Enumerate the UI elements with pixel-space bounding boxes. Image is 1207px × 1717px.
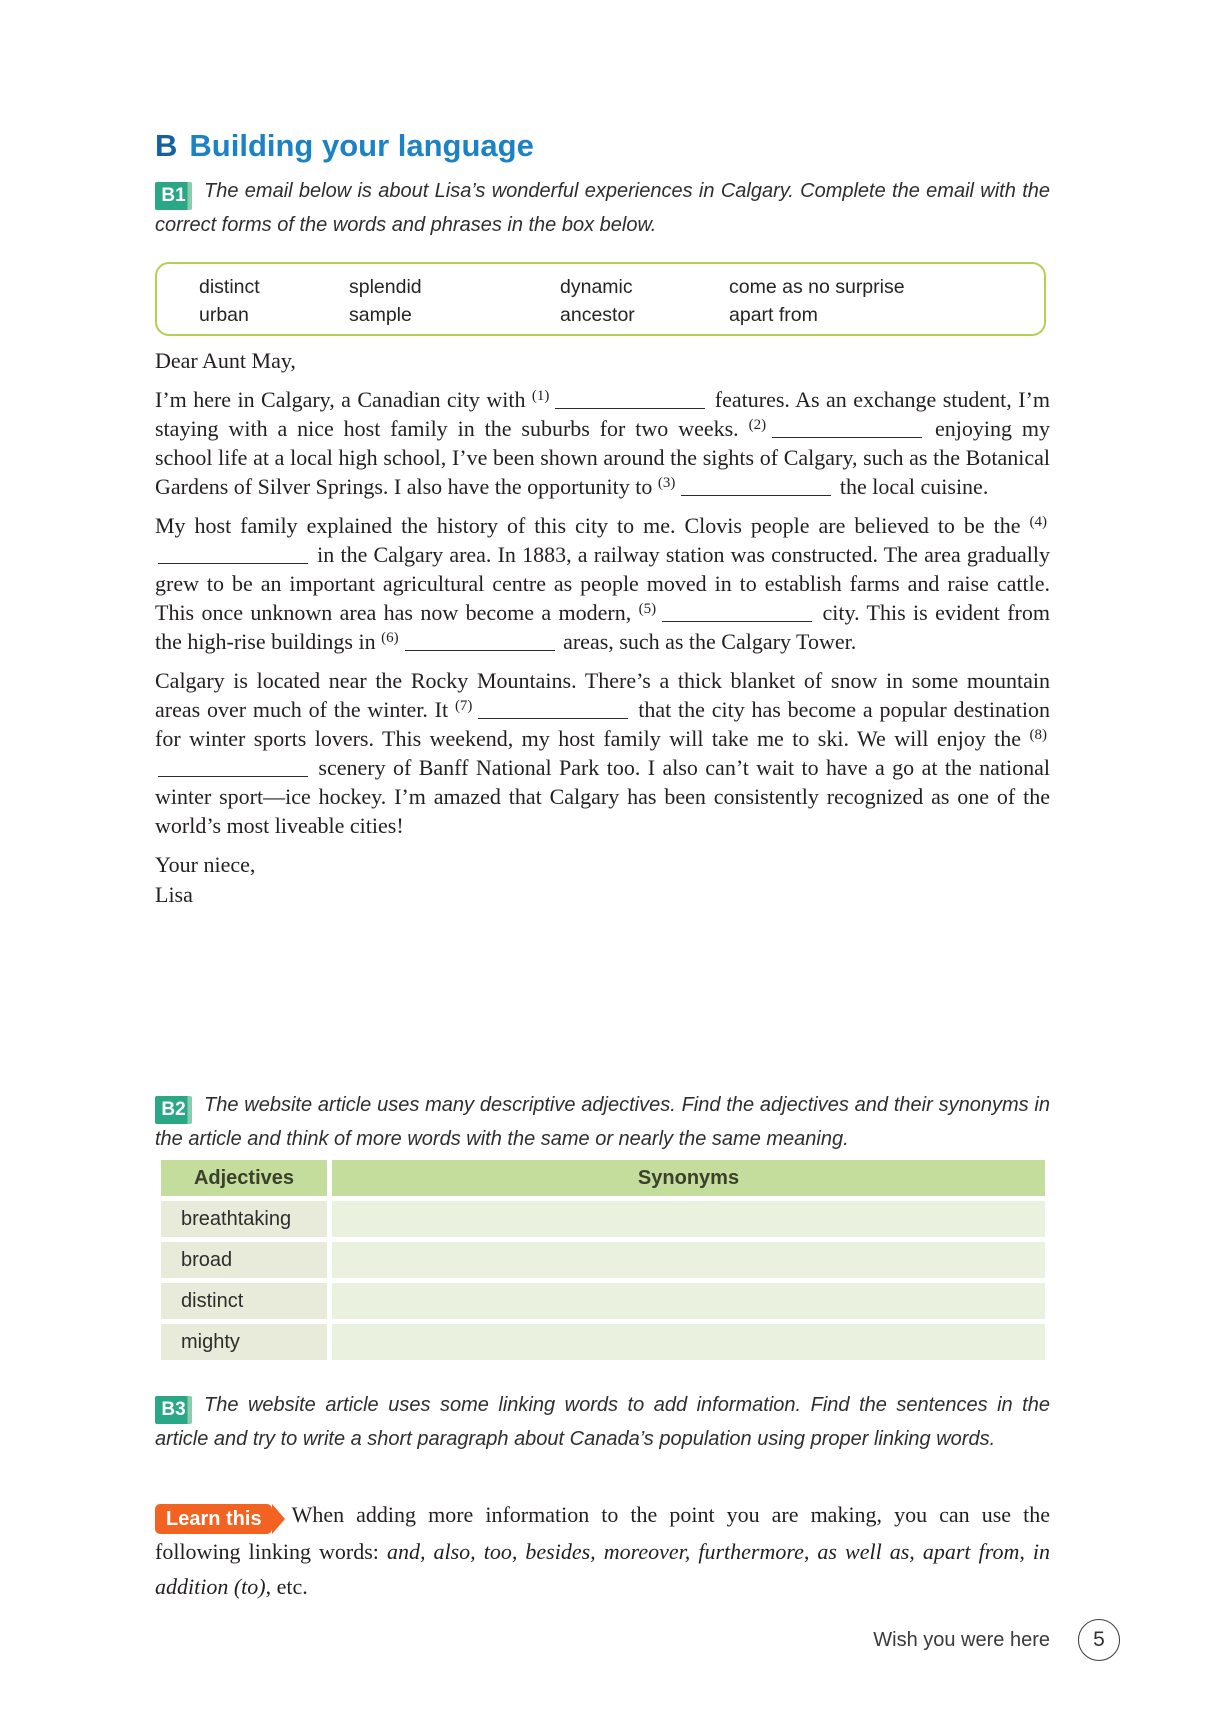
table-row (161, 1242, 1045, 1278)
exercise-b1-instruction (155, 176, 1050, 241)
section-letter: B (155, 128, 178, 163)
fill-in-blank (662, 609, 812, 622)
word-bank-box (155, 262, 1046, 336)
email-paragraph-1: I’m here in Calgary, a Canadian city with $^{(1)}$ features. As an exchange student, I’m staying with a nice host family in the suburbs for two weeks. $^{(2)}$ enjoying my school life at a local high school, I’ve been shown around the sights of Calgary, such as the Botanical Gardens of Silver Springs. I also have the opportunity to $^{(3)}$ the local cuisine. (155, 387, 1050, 499)
synonyms-cell (332, 1324, 1045, 1360)
exercise-b3-badge: B3 (155, 1396, 192, 1424)
learn-this-badge-label: Learn this (166, 1508, 262, 1530)
italic-linking-words: and, also, too, besides, moreover, furthermore, as well as, apart from, in addition (to) (155, 1539, 1050, 1599)
word-bank-item: dynamic (560, 276, 633, 298)
fill-in-blank (158, 551, 308, 564)
synonyms-cell (332, 1201, 1045, 1237)
column-header-synonyms: Synonyms (332, 1160, 1045, 1196)
word-bank-item: apart from (729, 304, 818, 326)
exercise-b1-instruction-text: The email below is about Lisa’s wonderful experiences in Calgary. Complete the email with the correct forms of the words and phrases in the box below. (155, 180, 1050, 236)
synonyms-table-header (161, 1160, 1045, 1196)
exercise-b3-instruction-text: The website article uses some linking words to add information. Find the sentences in the article and try to write a short paragraph about Canada’s population using proper linking words. (155, 1394, 1050, 1450)
blank-number: (6) (381, 630, 399, 646)
synonyms-cell (332, 1283, 1045, 1319)
page-number: 5 (1093, 1628, 1105, 1651)
exercise-b2-instruction (155, 1090, 1050, 1155)
blank-number: (8) (1029, 727, 1047, 743)
synonyms-cell (332, 1242, 1045, 1278)
book-title: Wish you were here (873, 1628, 1050, 1651)
fill-in-blank (478, 706, 628, 719)
adjective-cell: mighty (161, 1324, 327, 1360)
fill-in-blank (555, 396, 705, 409)
section-heading (155, 128, 534, 164)
adjective-cell: broad (161, 1242, 327, 1278)
fill-in-blank (405, 638, 555, 651)
blank-number: (5) (638, 601, 657, 617)
blank-number: (7) (454, 698, 473, 714)
word-bank-grid (157, 264, 1044, 329)
table-row (161, 1201, 1045, 1237)
page-footer (873, 1619, 1120, 1661)
email-paragraph-3: Calgary is located near the Rocky Mountains. There’s a thick blanket of snow in some mountain areas over much of the winter. It $^{(7)}$ that the city has become a popular destination for winter sports lovers. This weekend, my host family will take me to ski. We will enjoy the $^{(8)}$ scenery of Banff National Park too. I also can’t wait to have a go at the national winter sport—ice hockey. I’m amazed that Calgary has been consistently recognized as one of the world’s most liveable cities! (155, 668, 1050, 838)
email-closing: Your niece, (155, 852, 256, 877)
section-title: Building your language (189, 128, 534, 163)
exercise-b2-badge: B2 (155, 1096, 192, 1124)
learn-this-badge (155, 1504, 272, 1534)
blank-number: (3) (657, 475, 676, 491)
synonyms-table (161, 1160, 1045, 1365)
fill-in-blank (681, 483, 831, 496)
column-header-adjectives: Adjectives (161, 1160, 327, 1196)
word-bank-item: distinct (199, 276, 260, 298)
email-signature: Lisa (155, 882, 193, 907)
blank-number: (4) (1029, 514, 1047, 530)
exercise-b3-instruction (155, 1390, 1050, 1455)
adjective-cell: distinct (161, 1283, 327, 1319)
email-paragraph-2: My host family explained the history of this city to me. Clovis people are believed to be the $^{(4)}$ in the Calgary area. In 1883, a railway station was constructed. The area gradually grew to be an important agricultural centre as people moved in to establish farms and raise cattle. This once unknown area has now become a modern, $^{(5)}$ city. This is evident from the high-rise buildings in $^{(6)}$ areas, such as the Calgary Tower. (155, 513, 1050, 654)
blank-number: (1) (531, 388, 550, 404)
word-bank-item: sample (349, 304, 412, 326)
page-number-circle (1078, 1619, 1120, 1661)
exercise-b1-badge: B1 (155, 182, 192, 210)
word-bank-item: splendid (349, 276, 422, 298)
exercise-b2-instruction-text: The website article uses many descriptive adjectives. Find the adjectives and their synonyms in the article and think of more words with the same or nearly the same meaning. (155, 1094, 1050, 1150)
word-bank-item: urban (199, 304, 249, 326)
fill-in-blank (772, 425, 922, 438)
fill-in-blank (158, 764, 308, 777)
word-bank-item: ancestor (560, 304, 635, 326)
word-bank-item: come as no surprise (729, 276, 905, 298)
table-row (161, 1324, 1045, 1360)
table-row (161, 1283, 1045, 1319)
blank-number: (2) (748, 417, 767, 433)
learn-this-text: When adding more information to the point you are making, you can use the following linking words: and, also, too, besides, moreover, furthermore, as well as, apart from, in addition (to), etc. (155, 1502, 1050, 1599)
learn-this-block (155, 1497, 1050, 1604)
email-text (155, 346, 1050, 910)
adjective-cell: breathtaking (161, 1201, 327, 1237)
email-salutation: Dear Aunt May, (155, 348, 296, 373)
